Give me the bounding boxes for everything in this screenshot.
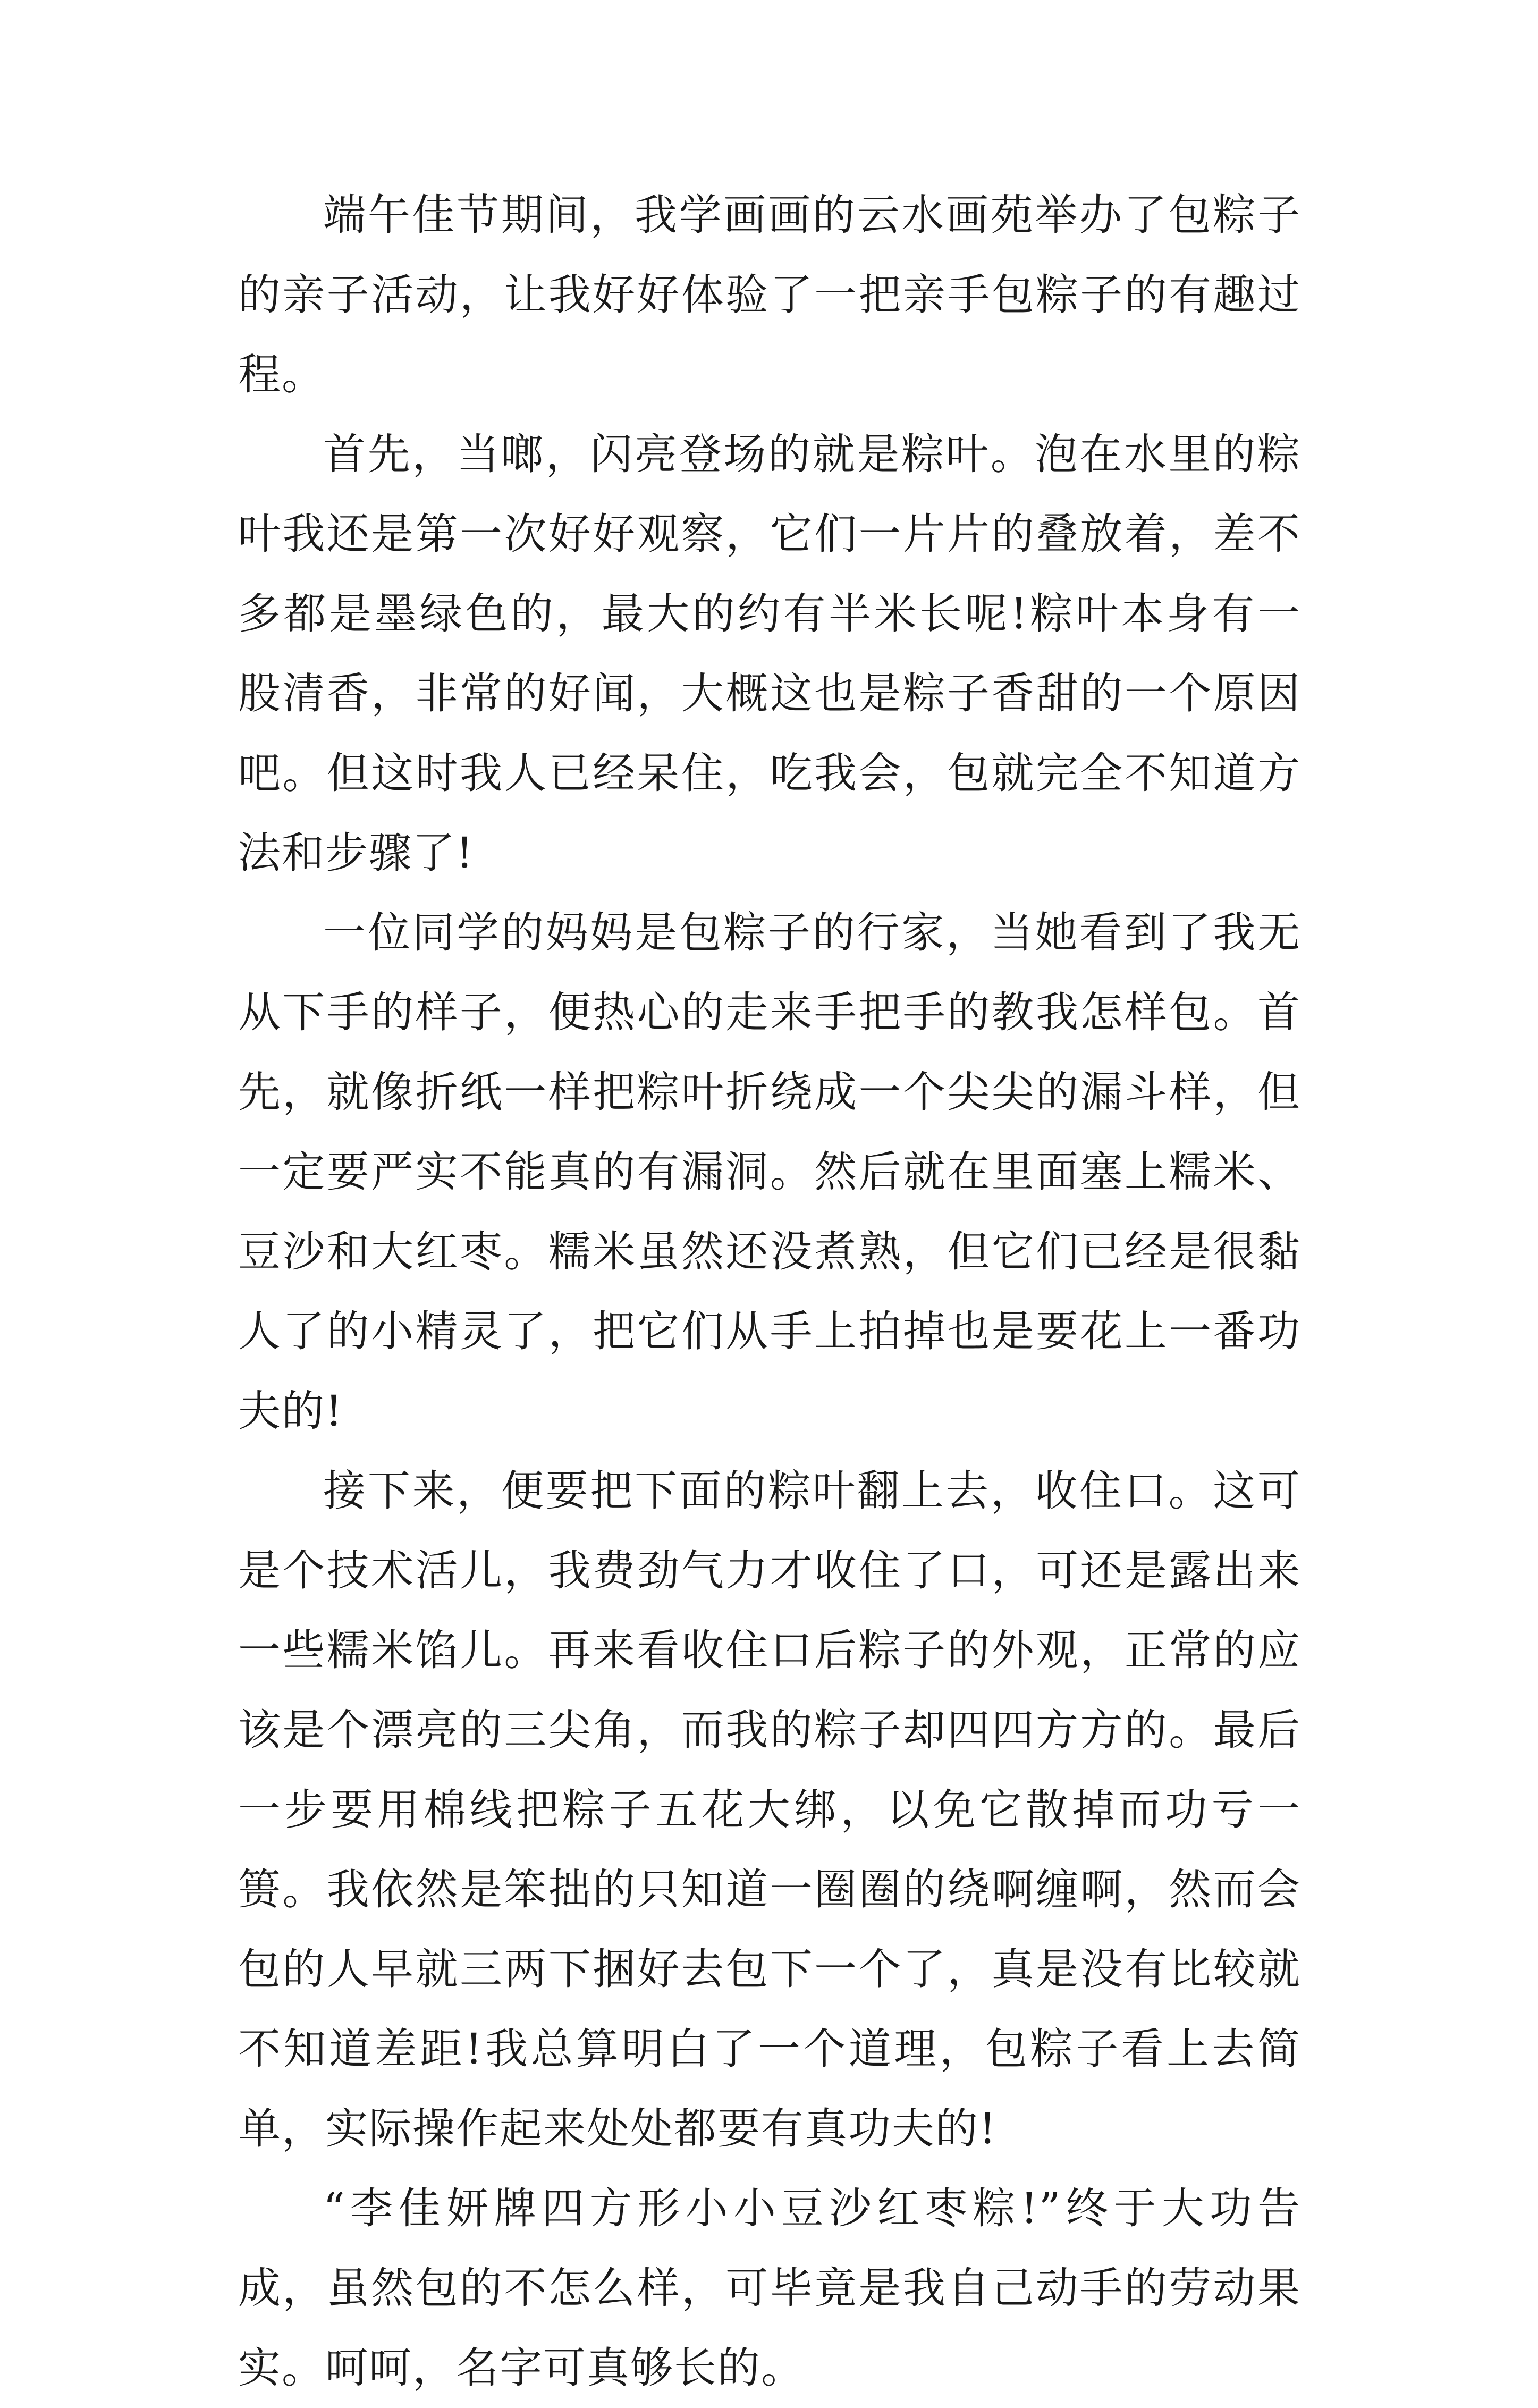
- paragraph-5: “李佳妍牌四方形小小豆沙红枣粽!”终于大功告成，虽然包的不怎么样，可毕竟是我自己动手的劳动果实。呵呵，名字可真够长的。: [238, 2184, 1301, 2393]
- essay-body: [238, 175, 1301, 2408]
- paragraph-4: 接下来，便要把下面的粽叶翻上去，收住口。这可是个技术活儿，我费劲气力才收住了口，可还是露出来一些糯米馅儿。再来看收住口后粽子的外观，正常的应该是个漂亮的三尖角，而我的粽子却四四方方的。最后一步要用棉线把粽子五花大绑，以免它散掉而功亏一篑。我依然是笨拙的只知道一圈圈的绕啊缠啊，然而会包的人早就三两下捆好去包下一个了，真是没有比较就不知道差距!我总算明白了一个道理，包粽子看上去简单，实际操作起来处处都要有真功夫的!: [238, 1466, 1301, 2153]
- paragraph-3: 一位同学的妈妈是包粽子的行家，当她看到了我无从下手的样子，便热心的走来手把手的教我怎样包。首先，就像折纸一样把粽叶折绕成一个尖尖的漏斗样，但一定要严实不能真的有漏洞。然后就在里面塞上糯米、豆沙和大红枣。糯米虽然还没煮熟，但它们已经是很黏人了的小精灵了，把它们从手上拍掉也是要花上一番功夫的!: [238, 908, 1301, 1436]
- paragraph-1: 端午佳节期间，我学画画的云水画苑举办了包粽子的亲子活动，让我好好体验了一把亲手包粽子的有趣过程。: [238, 190, 1301, 399]
- paragraph-2: 首先，当啷，闪亮登场的就是粽叶。泡在水里的粽叶我还是第一次好好观察，它们一片片的叠放着，差不多都是墨绿色的，最大的约有半米长呢!粽叶本身有一股清香，非常的好闻，大概这也是粽子香甜的一个原因吧。但这时我人已经呆住，吃我会，包就完全不知道方法和步骤了!: [238, 430, 1301, 878]
